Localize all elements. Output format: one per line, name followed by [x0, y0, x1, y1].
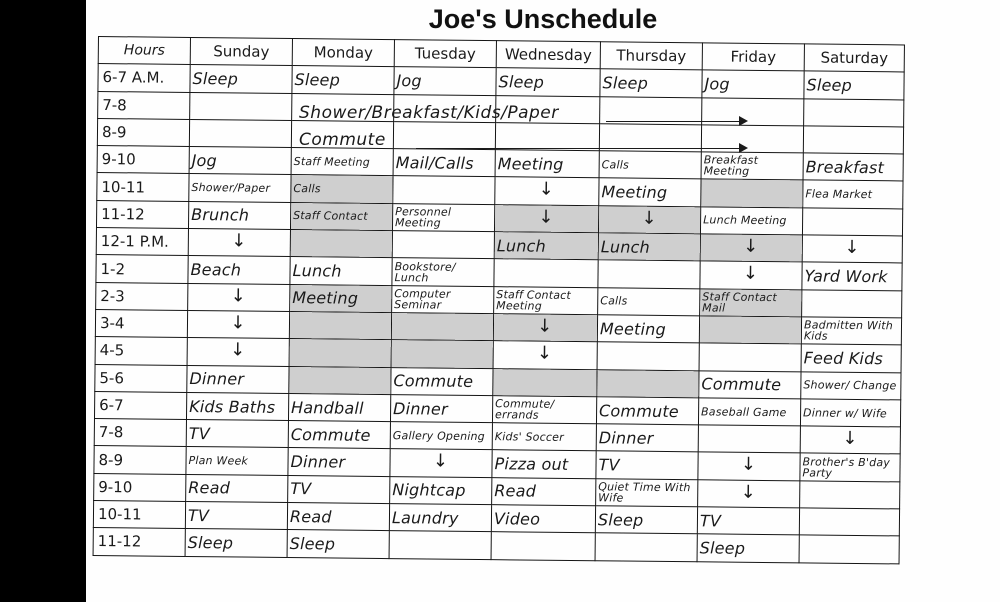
schedule-cell: Jog	[189, 147, 291, 175]
column-header: Monday	[292, 39, 394, 67]
schedule-cell: Lunch	[598, 233, 700, 261]
schedule-cell: Brunch	[188, 201, 290, 229]
schedule-cell	[699, 316, 801, 344]
schedule-cell: Computer Seminar	[392, 285, 494, 313]
schedule-cell: Personnel Meeting	[392, 203, 494, 231]
right-arrow-icon	[416, 148, 746, 149]
schedule-paper	[86, 0, 1000, 602]
schedule-cell: Meeting	[597, 315, 699, 343]
schedule-cell: Staff Contact Mail	[700, 288, 802, 316]
schedule-cell: Read	[186, 474, 288, 502]
schedule-cell	[493, 314, 597, 342]
schedule-cell	[390, 449, 492, 477]
schedule-cell	[802, 235, 902, 263]
schedule-cell	[188, 283, 290, 311]
schedule-cell	[597, 342, 699, 370]
schedule-cell: Pizza out	[492, 450, 596, 478]
schedule-cell: Nightcap	[390, 476, 492, 504]
schedule-cell	[698, 452, 800, 480]
schedule-cell	[187, 338, 289, 366]
schedule-cell	[495, 123, 599, 151]
schedule-cell	[803, 126, 903, 154]
hour-cell: 10-11	[93, 501, 185, 529]
schedule-cell: Dinner	[187, 365, 289, 393]
schedule-cell: Staff Meeting	[291, 148, 393, 176]
schedule-cell: Sleep	[190, 65, 292, 93]
schedule-cell: Yard Work	[802, 262, 902, 290]
schedule-cell: Commute	[699, 370, 801, 398]
schedule-cell: Commute	[596, 397, 698, 425]
schedule-cell: Sleep	[292, 66, 394, 94]
schedule-cell	[392, 231, 494, 259]
schedule-cell	[597, 369, 699, 397]
hour-cell: 7-8	[98, 91, 190, 119]
column-header: Friday	[702, 43, 804, 71]
schedule-cell: Dinner	[390, 394, 492, 422]
schedule-cell	[188, 229, 290, 257]
schedule-cell	[189, 119, 291, 147]
schedule-cell: TV	[185, 501, 287, 529]
schedule-cell	[393, 121, 495, 149]
column-header: Wednesday	[496, 41, 600, 69]
schedule-cell: Commute	[288, 421, 390, 449]
schedule-cell: Dinner w/ Wife	[800, 399, 900, 427]
schedule-cell: Sleep	[287, 530, 389, 558]
schedule-cell	[802, 208, 902, 236]
schedule-cell	[389, 531, 491, 559]
schedule-cell: Meeting	[290, 284, 392, 312]
schedule-cell: Breakfast Meeting	[701, 152, 803, 180]
schedule-cell	[493, 341, 597, 369]
schedule-cell: Calls	[598, 287, 700, 315]
column-header: Hours	[98, 37, 190, 65]
schedule-cell	[699, 343, 801, 371]
hour-cell: 2-3	[96, 282, 188, 310]
commute-overlay: Commute	[299, 130, 386, 150]
schedule-cell: Sleep	[595, 506, 697, 534]
hour-cell: 12-1 P.M.	[96, 228, 188, 256]
schedule-cell: Mail/Calls	[393, 149, 495, 177]
hour-cell: 1-2	[96, 255, 188, 283]
schedule-cell	[494, 204, 598, 232]
column-header: Sunday	[190, 37, 292, 65]
schedule-cell: Dinner	[596, 424, 698, 452]
hour-cell: 3-4	[95, 309, 187, 337]
schedule-cell: Video	[491, 505, 595, 533]
hour-cell: 10-11	[97, 173, 189, 201]
schedule-cell	[800, 426, 900, 454]
schedule-cell: Jog	[394, 67, 496, 95]
hour-cell: 6-7 A.M.	[98, 64, 190, 92]
schedule-cell	[289, 366, 391, 394]
schedule-cell: TV	[697, 507, 799, 535]
schedule-cell: Meeting	[495, 150, 599, 178]
column-header: Saturday	[804, 44, 904, 72]
schedule-cell: TV	[596, 451, 698, 479]
hour-cell: 8-9	[94, 446, 186, 474]
schedule-cell	[800, 481, 900, 509]
schedule-cell	[595, 533, 697, 561]
schedule-cell: Sleep	[496, 68, 600, 96]
column-header: Thursday	[600, 42, 702, 70]
schedule-cell: Staff Contact	[290, 202, 392, 230]
schedule-cell	[802, 290, 902, 318]
schedule-cell: Laundry	[389, 504, 491, 532]
schedule-cell: Sleep	[600, 69, 702, 97]
schedule-cell	[190, 92, 292, 120]
schedule-cell	[391, 340, 493, 368]
schedule-cell	[799, 508, 899, 536]
hour-cell: 7-8	[94, 419, 186, 447]
schedule-cell: Calls	[599, 151, 701, 179]
schedule-cell: Shower/ Change	[801, 371, 901, 399]
schedule-cell: Lunch Meeting	[700, 207, 802, 235]
schedule-cell	[701, 179, 803, 207]
schedule-cell	[289, 339, 391, 367]
schedule-cell	[494, 259, 598, 287]
schedule-cell	[495, 177, 599, 205]
schedule-cell: Plan Week	[186, 447, 288, 475]
schedule-cell: Shower/Paper	[189, 174, 291, 202]
schedule-cell: Flea Market	[803, 180, 903, 208]
schedule-cell: Baseball Game	[698, 398, 800, 426]
schedule-cell	[493, 368, 597, 396]
schedule-cell: Commute/ errands	[492, 396, 596, 424]
column-header: Tuesday	[394, 40, 496, 68]
hour-cell: 5-6	[95, 364, 187, 392]
schedule-cell: Read	[492, 477, 596, 505]
schedule-cell	[804, 98, 904, 126]
schedule-cell: Breakfast	[803, 153, 903, 181]
schedule-cell: Sleep	[804, 71, 904, 99]
schedule-cell: Read	[287, 503, 389, 531]
schedule-cell: Handball	[288, 393, 390, 421]
schedule-cell	[598, 260, 700, 288]
right-arrow-icon	[606, 121, 746, 122]
schedule-cell: Calls	[291, 175, 393, 203]
schedule-cell	[393, 176, 495, 204]
schedule-cell: Sleep	[185, 529, 287, 557]
schedule-cell	[491, 532, 595, 560]
hour-cell: 6-7	[94, 391, 186, 419]
schedule-cell	[700, 261, 802, 289]
schedule-cell: Bookstore/ Lunch	[392, 258, 494, 286]
schedule-cell: Commute	[391, 367, 493, 395]
schedule-cell: Kids Baths	[186, 392, 288, 420]
hour-cell: 9-10	[97, 146, 189, 174]
schedule-cell: TV	[288, 475, 390, 503]
schedule-cell: Lunch	[494, 232, 598, 260]
schedule-cell	[698, 480, 800, 508]
schedule-cell	[799, 535, 899, 563]
hour-cell: 4-5	[95, 337, 187, 365]
schedule-cell: Quiet Time With Wife	[596, 478, 698, 506]
schedule-cell: Dinner	[288, 448, 390, 476]
shower-breakfast-overlay: Shower/Breakfast/Kids/Paper	[299, 103, 559, 123]
schedule-cell: Feed Kids	[801, 344, 901, 372]
schedule-cell	[290, 230, 392, 258]
schedule-cell: Meeting	[599, 178, 701, 206]
schedule-cell	[391, 313, 493, 341]
schedule-cell: Lunch	[290, 257, 392, 285]
schedule-cell	[289, 311, 391, 339]
schedule-cell: Kids' Soccer	[492, 423, 596, 451]
schedule-cell: Brother's B'day Party	[800, 453, 900, 481]
schedule-cell	[598, 206, 700, 234]
hour-cell: 11-12	[93, 528, 185, 556]
schedule-cell: Staff Contact Meeting	[494, 286, 598, 314]
schedule-cell: Gallery Opening	[390, 422, 492, 450]
page-title: Joe's Unschedule	[428, 4, 658, 34]
schedule-cell: Beach	[188, 256, 290, 284]
hour-cell: 8-9	[97, 118, 189, 146]
schedule-cell: Badmitten With Kids	[801, 317, 901, 345]
schedule-cell: TV	[186, 420, 288, 448]
schedule-cell: Jog	[702, 70, 804, 98]
schedule-cell	[700, 234, 802, 262]
schedule-cell	[187, 310, 289, 338]
hour-cell: 11-12	[96, 200, 188, 228]
schedule-cell: Sleep	[697, 534, 799, 562]
schedule-cell	[698, 425, 800, 453]
hour-cell: 9-10	[94, 473, 186, 501]
